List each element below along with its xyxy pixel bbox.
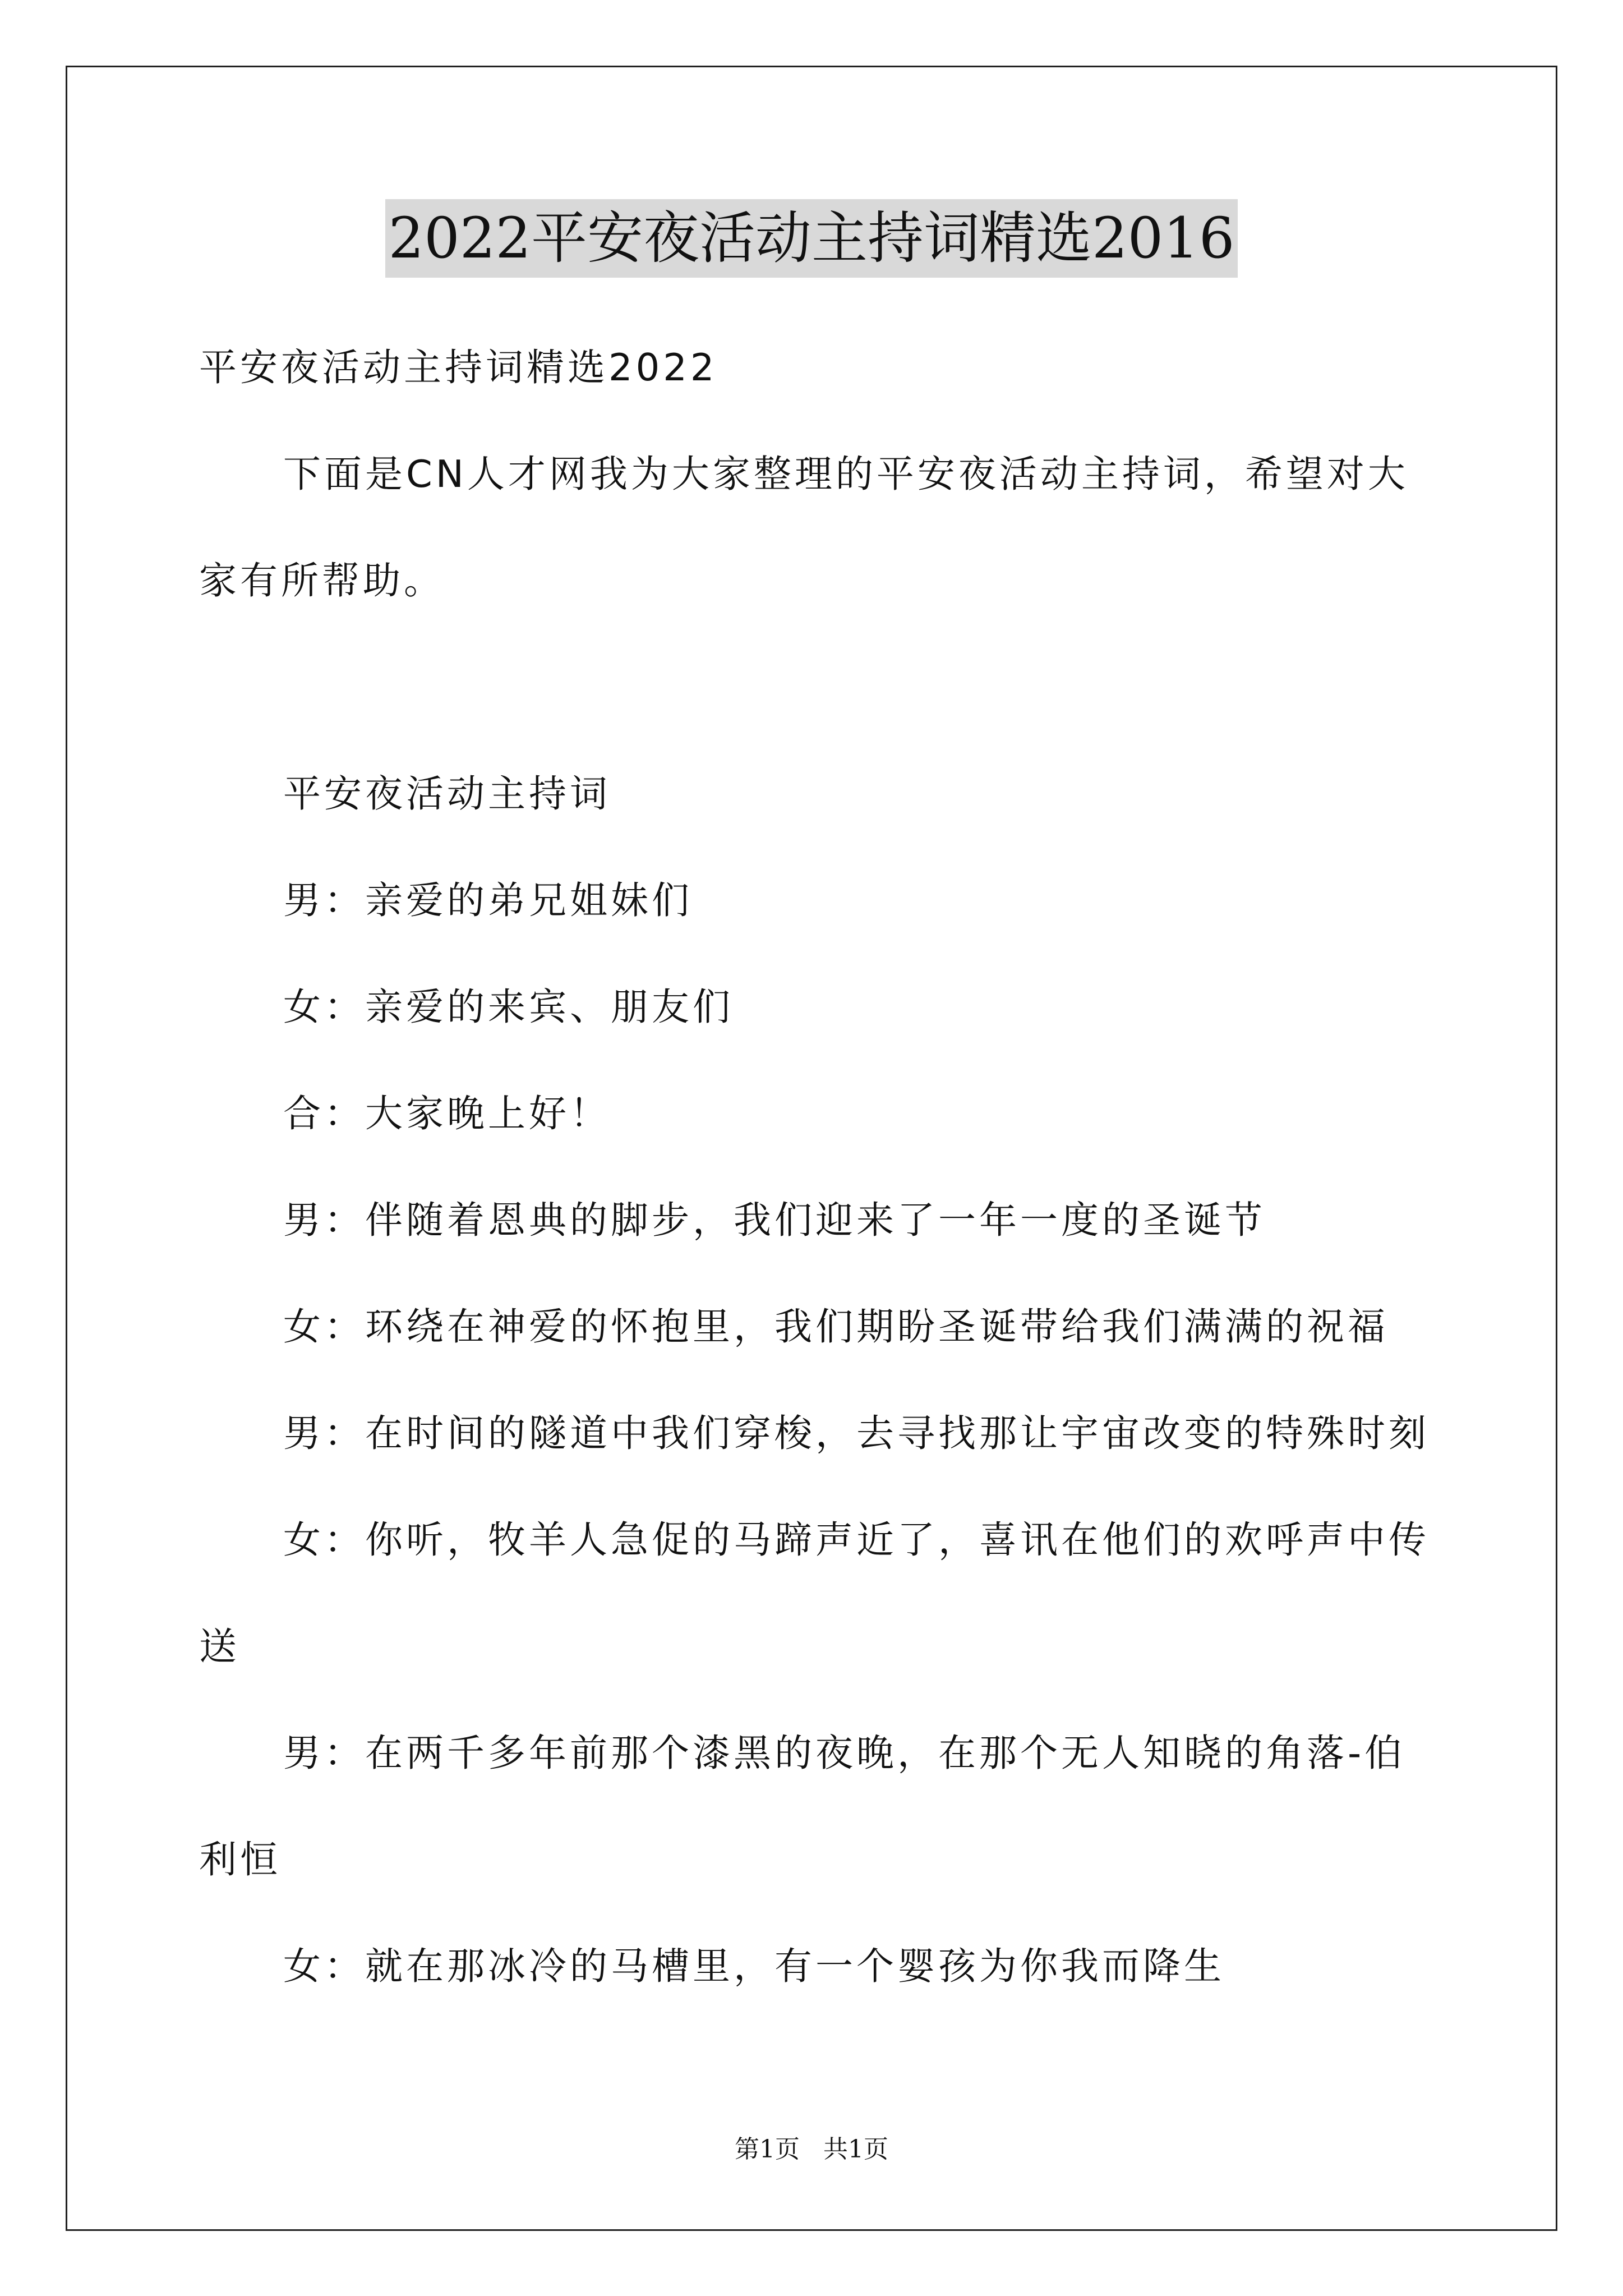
intro-paragraph bbox=[199, 421, 1433, 634]
intro-text: 下面是CN人才网我为大家整理的平安夜活动主持词，希望对大家有所帮助。 bbox=[199, 452, 1409, 602]
dialogue-line bbox=[199, 1700, 1433, 1913]
dialogue-line: 男：在时间的隧道中我们穿梭，去寻找那让宇宙改变的特殊时刻 bbox=[283, 1411, 1430, 1455]
dialogue-line: 女：环绕在神爱的怀抱里，我们期盼圣诞带给我们满满的祝福 bbox=[283, 1305, 1389, 1349]
dialogue-line: 女：就在那冰冷的马槽里，有一个婴孩为你我而降生 bbox=[283, 1944, 1225, 1988]
document-body bbox=[199, 314, 1433, 2019]
dialogue-text: 男：在两千多年前那个漆黑的夜晚，在那个无人知晓的角落-伯利恒 bbox=[199, 1731, 1406, 1881]
dialogue-text: 女：你听，牧羊人急促的马蹄声近了，喜讯在他们的欢呼声中传送 bbox=[199, 1518, 1430, 1668]
section-heading: 平安夜活动主持词 bbox=[283, 772, 611, 816]
blank-line bbox=[199, 634, 1433, 740]
dialogue-line: 女：亲爱的来宾、朋友们 bbox=[283, 985, 734, 1029]
dialogue-line: 男：伴随着恩典的脚步，我们迎来了一年一度的圣诞节 bbox=[283, 1198, 1266, 1242]
page-total: 共1页 bbox=[823, 2135, 888, 2164]
dialogue-line: 合：大家晚上好！ bbox=[283, 1092, 611, 1135]
dialogue-line bbox=[199, 1487, 1433, 1700]
document-subtitle: 平安夜活动主持词精选2022 bbox=[199, 346, 718, 389]
page-footer bbox=[0, 2129, 1623, 2165]
title-container bbox=[0, 199, 1623, 278]
page-number: 第1页 bbox=[735, 2135, 800, 2164]
document-title: 2022平安夜活动主持词精选2016 bbox=[385, 199, 1238, 278]
dialogue-line: 男：亲爱的弟兄姐妹们 bbox=[283, 878, 693, 922]
